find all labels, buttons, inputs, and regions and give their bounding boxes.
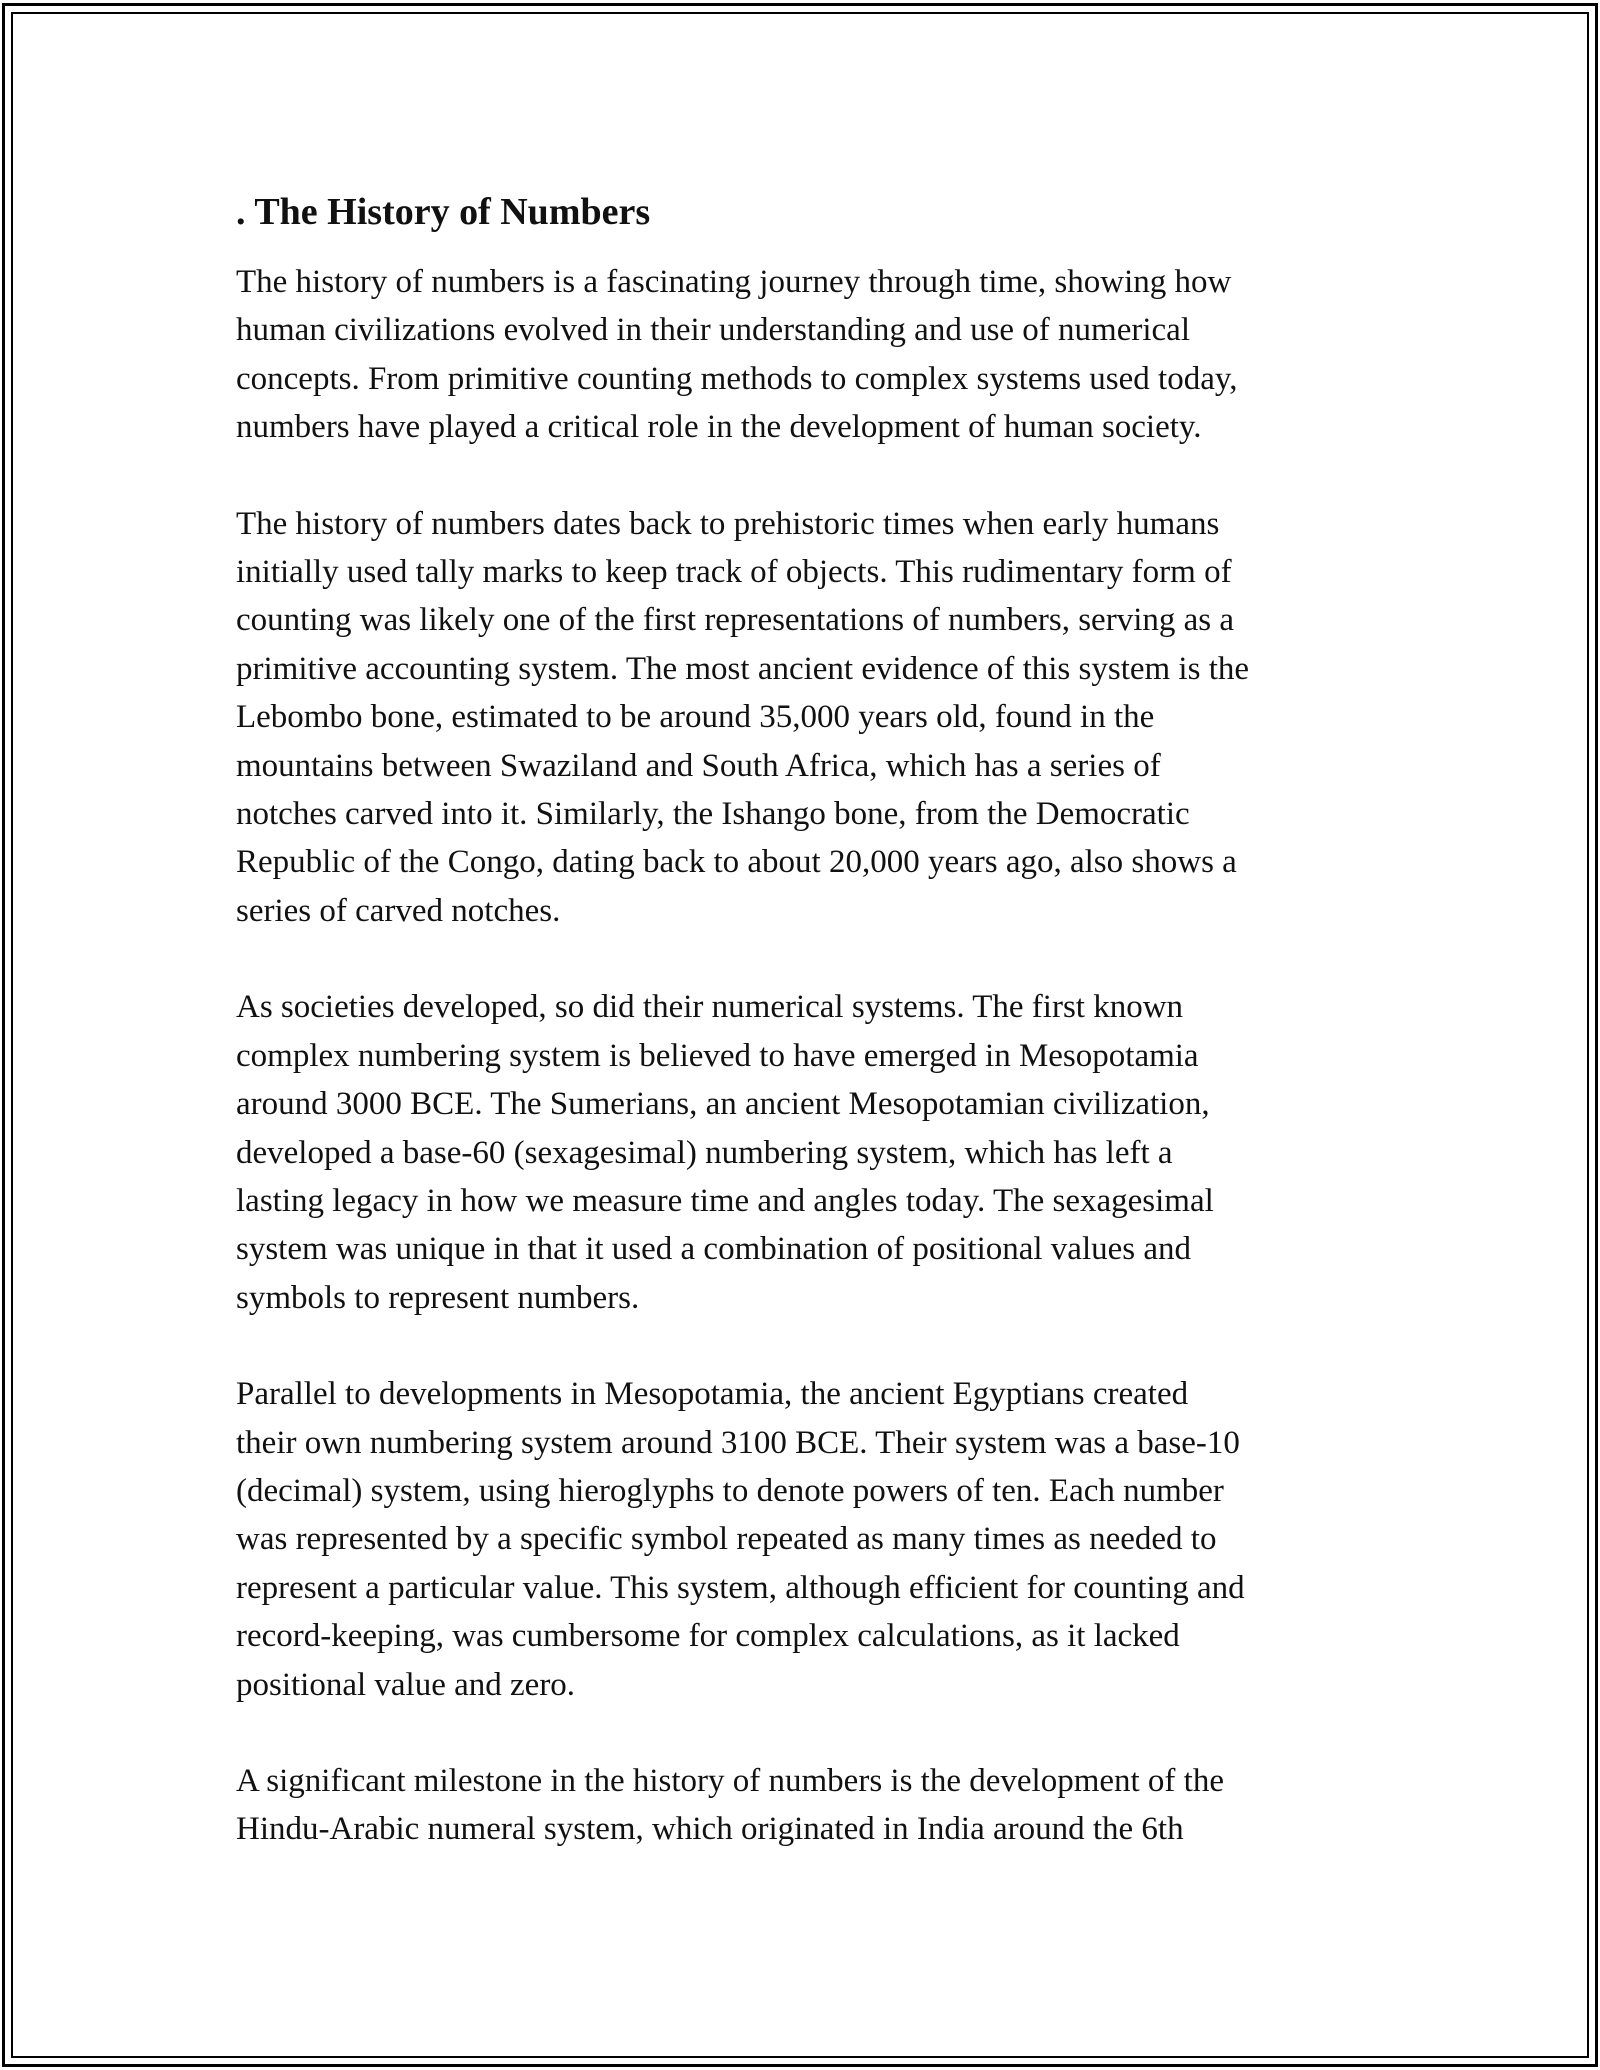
text-line: initially used tally marks to keep track of objects. This rudimentary form of [236, 554, 1232, 591]
text-line: (decimal) system, using hieroglyphs to denote powers of ten. Each number [236, 1472, 1224, 1509]
text-line: lasting legacy in how we measure time and angles today. The sexagesimal [236, 1182, 1214, 1219]
text-line: The history of numbers is a fascinating journey through time, showing how [236, 264, 1232, 300]
text-line: The history of numbers dates back to prehistoric times when early humans [236, 505, 1220, 542]
paragraph-intro [236, 258, 1376, 452]
document-body [236, 186, 1376, 1902]
text-line: concepts. From primitive counting methods to complex systems used today, [236, 360, 1238, 397]
paragraph-egypt [236, 1370, 1376, 1709]
text-line: record-keeping, was cumbersome for complex calculations, as it lacked [236, 1618, 1180, 1655]
text-line: series of carved notches. [236, 892, 561, 929]
paragraph-mesopotamia [236, 983, 1376, 1322]
text-line: Hindu-Arabic numeral system, which originated in India around the 6th [236, 1811, 1184, 1848]
text-line: mountains between Swaziland and South Africa, which has a series of [236, 747, 1161, 784]
text-line: positional value and zero. [236, 1666, 576, 1703]
text-line: A significant milestone in the history of numbers is the development of the [236, 1762, 1224, 1799]
text-line: symbols to represent numbers. [236, 1279, 640, 1316]
text-line: their own numbering system around 3100 BCE. Their system was a base-10 [236, 1424, 1240, 1461]
text-line: Republic of the Congo, dating back to about 20,000 years ago, also shows a [236, 844, 1237, 881]
text-line: human civilizations evolved in their understanding and use of numerical [236, 312, 1190, 349]
text-line: primitive accounting system. The most ancient evidence of this system is the [236, 650, 1250, 687]
text-line: system was unique in that it used a combination of positional values and [236, 1231, 1192, 1268]
text-line: complex numbering system is believed to have emerged in Mesopotamia [236, 1037, 1199, 1074]
text-line: around 3000 BCE. The Sumerians, an ancient Mesopotamian civilization, [236, 1086, 1210, 1123]
text-line: numbers have played a critical role in the development of human society. [236, 409, 1202, 446]
text-line: counting was likely one of the first representations of numbers, serving as a [236, 602, 1234, 639]
text-line: As societies developed, so did their numerical systems. The first known [236, 989, 1184, 1026]
text-line: notches carved into it. Similarly, the Ishango bone, from the Democratic [236, 796, 1190, 833]
paragraph-prehistoric [236, 500, 1376, 936]
document-title: . The History of Numbers [236, 191, 651, 233]
text-line: developed a base-60 (sexagesimal) numbering system, which has left a [236, 1134, 1173, 1171]
text-line: Parallel to developments in Mesopotamia, the ancient Egyptians created [236, 1376, 1189, 1413]
text-line: Lebombo bone, estimated to be around 35,000 years old, found in the [236, 699, 1155, 736]
text-line: represent a particular value. This system, although efficient for counting and [236, 1569, 1245, 1606]
text-line: was represented by a specific symbol repeated as many times as needed to [236, 1521, 1217, 1558]
paragraph-hindu-arabic [236, 1757, 1376, 1854]
